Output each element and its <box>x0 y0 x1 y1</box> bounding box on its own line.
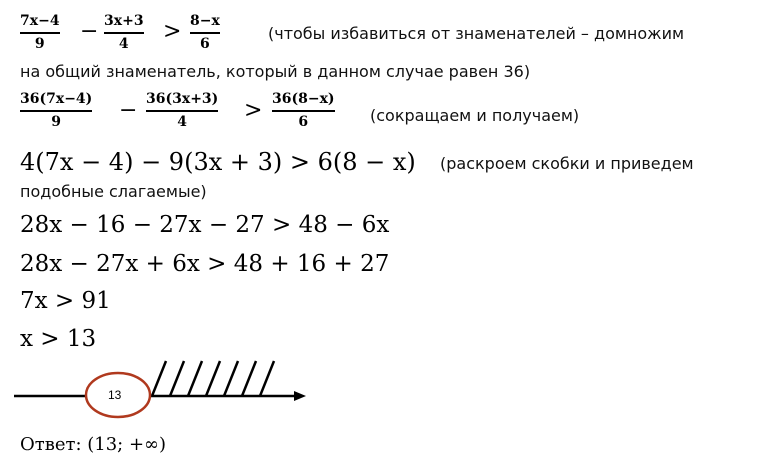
fraction-bar <box>146 110 218 112</box>
fraction-bar <box>20 110 92 112</box>
fraction-7x-minus-4-over-9 <box>20 14 60 51</box>
fraction-36-7x-minus-4-over-9 <box>20 92 92 129</box>
fraction-bar <box>190 32 220 34</box>
number-line <box>0 355 320 420</box>
minus-operator: − <box>80 19 99 44</box>
numerator: 3x+3 <box>104 13 144 29</box>
explanation-note-1a: (чтобы избавиться от знаменателей – домножим <box>268 24 685 43</box>
denominator: 4 <box>177 113 188 130</box>
greater-than-operator: > <box>244 98 263 123</box>
step-2: 28x − 27x + 6x > 48 + 16 + 27 <box>20 251 390 277</box>
denominator: 9 <box>51 113 62 130</box>
fraction-bar <box>20 32 60 34</box>
explanation-note-3b: подобные слагаемые) <box>20 182 207 201</box>
fraction-bar <box>272 110 335 112</box>
denominator: 4 <box>118 35 129 52</box>
solution-hatching <box>152 361 274 396</box>
explanation-note-1b: на общий знаменатель, который в данном случае равен 36) <box>20 62 531 81</box>
fraction-bar <box>104 32 144 34</box>
numerator: 36(3x+3) <box>146 91 219 107</box>
denominator: 6 <box>200 35 210 52</box>
fraction-36-3x-plus-3-over-4 <box>146 92 218 129</box>
numerator: 36(7x−4) <box>20 91 93 107</box>
final-answer: Ответ: (13; +∞) <box>20 434 167 455</box>
denominator: 6 <box>298 113 309 130</box>
minus-operator: − <box>119 98 138 123</box>
fraction-36-8-minus-x-over-6 <box>272 92 335 129</box>
denominator: 9 <box>34 35 45 52</box>
fraction-8-minus-x-over-6 <box>190 14 220 51</box>
explanation-note-3a: (раскроем скобки и приведем <box>440 154 694 173</box>
numerator: 36(8−x) <box>272 91 335 107</box>
explanation-note-2: (сокращаем и получаем) <box>370 106 580 125</box>
numerator: 7x−4 <box>20 13 60 29</box>
step-4: x > 13 <box>20 326 97 352</box>
step-3: 7x > 91 <box>20 288 111 314</box>
axis-arrow-head <box>294 391 306 401</box>
point-label-13: 13 <box>108 388 122 402</box>
expanded-inequality: 4(7x − 4) − 9(3x + 3) > 6(8 − x) <box>20 148 416 176</box>
greater-than-operator: > <box>163 19 182 44</box>
numerator: 8−x <box>190 13 220 29</box>
step-1: 28x − 16 − 27x − 27 > 48 − 6x <box>20 212 390 238</box>
fraction-3x-plus-3-over-4 <box>104 14 144 51</box>
